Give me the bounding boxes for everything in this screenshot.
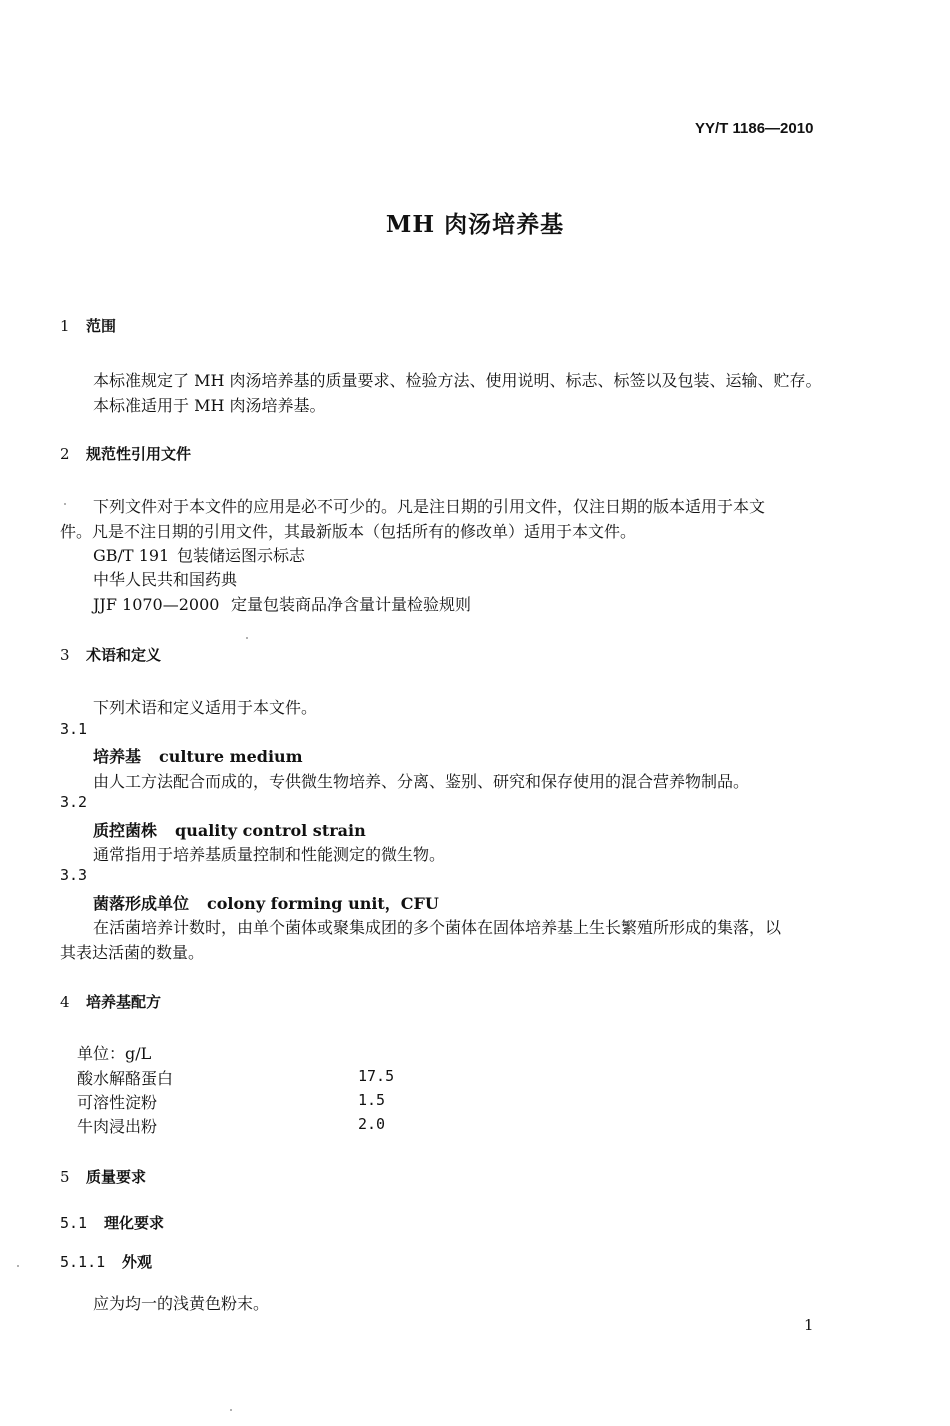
section-1-heading [60, 315, 116, 336]
formula-value: 17.5 [358, 1067, 395, 1085]
subsection-number: 5.1 [60, 1214, 88, 1232]
term-zh: 菌落形成单位 [93, 894, 190, 913]
term-en: quality control strain [175, 821, 366, 840]
reference-title: 定量包装商品净含量计量检验规则 [231, 595, 472, 614]
term-definition: 通常指用于培养基质量控制和性能测定的微生物。 [93, 845, 446, 864]
reference-item [93, 543, 305, 566]
reference-item [93, 592, 471, 615]
section-number: 2 [60, 445, 70, 463]
term-zh: 质控菌株 [93, 821, 158, 840]
subsection-title: 理化要求 [104, 1214, 165, 1232]
term-en: culture medium [159, 747, 303, 766]
reference-title: 中华人民共和国药典 [93, 570, 238, 589]
subsection-heading [60, 1212, 164, 1233]
paragraph-line: 下列文件对于本文件的应用是必不可少的。凡是注日期的引用文件，仅注日期的版本适用于本文 [93, 497, 766, 516]
section-title: 质量要求 [86, 1168, 147, 1186]
page-number: 1 [804, 1316, 814, 1334]
term-heading [93, 744, 303, 767]
paragraph: 本标准规定了 MH 肉汤培养基的质量要求、检验方法、使用说明、标志、标签以及包装、运输、贮存。 [93, 371, 822, 390]
subsection-title: 外观 [122, 1253, 153, 1271]
term-number: 3.2 [60, 793, 88, 811]
section-4-heading [60, 991, 161, 1012]
term-definition: 由人工方法配合而成的，专供微生物培养、分离、鉴别、研究和保存使用的混合营养物制品。 [93, 772, 750, 791]
formula-ingredient: 牛肉浸出粉 [77, 1117, 158, 1136]
section-number: 5 [60, 1168, 70, 1186]
scan-speck [17, 1265, 19, 1267]
term-zh: 培养基 [93, 747, 142, 766]
subsection-heading [60, 1251, 152, 1272]
section-title: 范围 [86, 317, 117, 335]
section-5-heading [60, 1166, 146, 1187]
scan-speck [246, 637, 248, 639]
formula-value: 1.5 [358, 1091, 386, 1109]
reference-title: 包装储运图示标志 [177, 546, 306, 565]
page-title: MH 肉汤培养基 [385, 211, 565, 238]
term-definition: 其表达活菌的数量。 [60, 943, 205, 962]
term-definition: 在活菌培养计数时，由单个菌体或聚集成团的多个菌体在固体培养基上生长繁殖所形成的集落，以 [93, 918, 782, 937]
section-3-heading [60, 644, 161, 665]
section-title: 培养基配方 [86, 993, 162, 1011]
term-number: 3.3 [60, 866, 88, 884]
scan-speck [230, 1409, 232, 1411]
term-number: 3.1 [60, 720, 88, 738]
section-title: 术语和定义 [86, 646, 162, 664]
term-heading [93, 891, 439, 914]
paragraph: 下列术语和定义适用于本文件。 [93, 698, 318, 717]
formula-value: 2.0 [358, 1115, 386, 1133]
paragraph: 应为均一的浅黄色粉末。 [93, 1294, 270, 1313]
paragraph-line: 件。凡是不注日期的引用文件，其最新版本（包括所有的修改单）适用于本文件。 [60, 522, 637, 541]
reference-code: GB/T 191 [93, 546, 170, 565]
formula-ingredient: 酸水解酪蛋白 [77, 1069, 174, 1088]
section-2-heading [60, 443, 191, 464]
formula-unit: 单位：g/L [77, 1044, 152, 1063]
section-title: 规范性引用文件 [86, 445, 192, 463]
term-en: colony forming unit，CFU [207, 894, 439, 913]
reference-item [93, 567, 237, 590]
scan-speck [64, 503, 66, 505]
section-number: 3 [60, 646, 70, 664]
reference-code: JJF 1070—2000 [93, 595, 220, 614]
paragraph: 本标准适用于 MH 肉汤培养基。 [93, 396, 326, 415]
formula-ingredient: 可溶性淀粉 [77, 1093, 158, 1112]
document-code: YY/T 1186—2010 [695, 120, 814, 137]
section-number: 4 [60, 993, 70, 1011]
term-heading [93, 818, 366, 841]
subsection-number: 5.1.1 [60, 1253, 106, 1271]
section-number: 1 [60, 317, 70, 335]
